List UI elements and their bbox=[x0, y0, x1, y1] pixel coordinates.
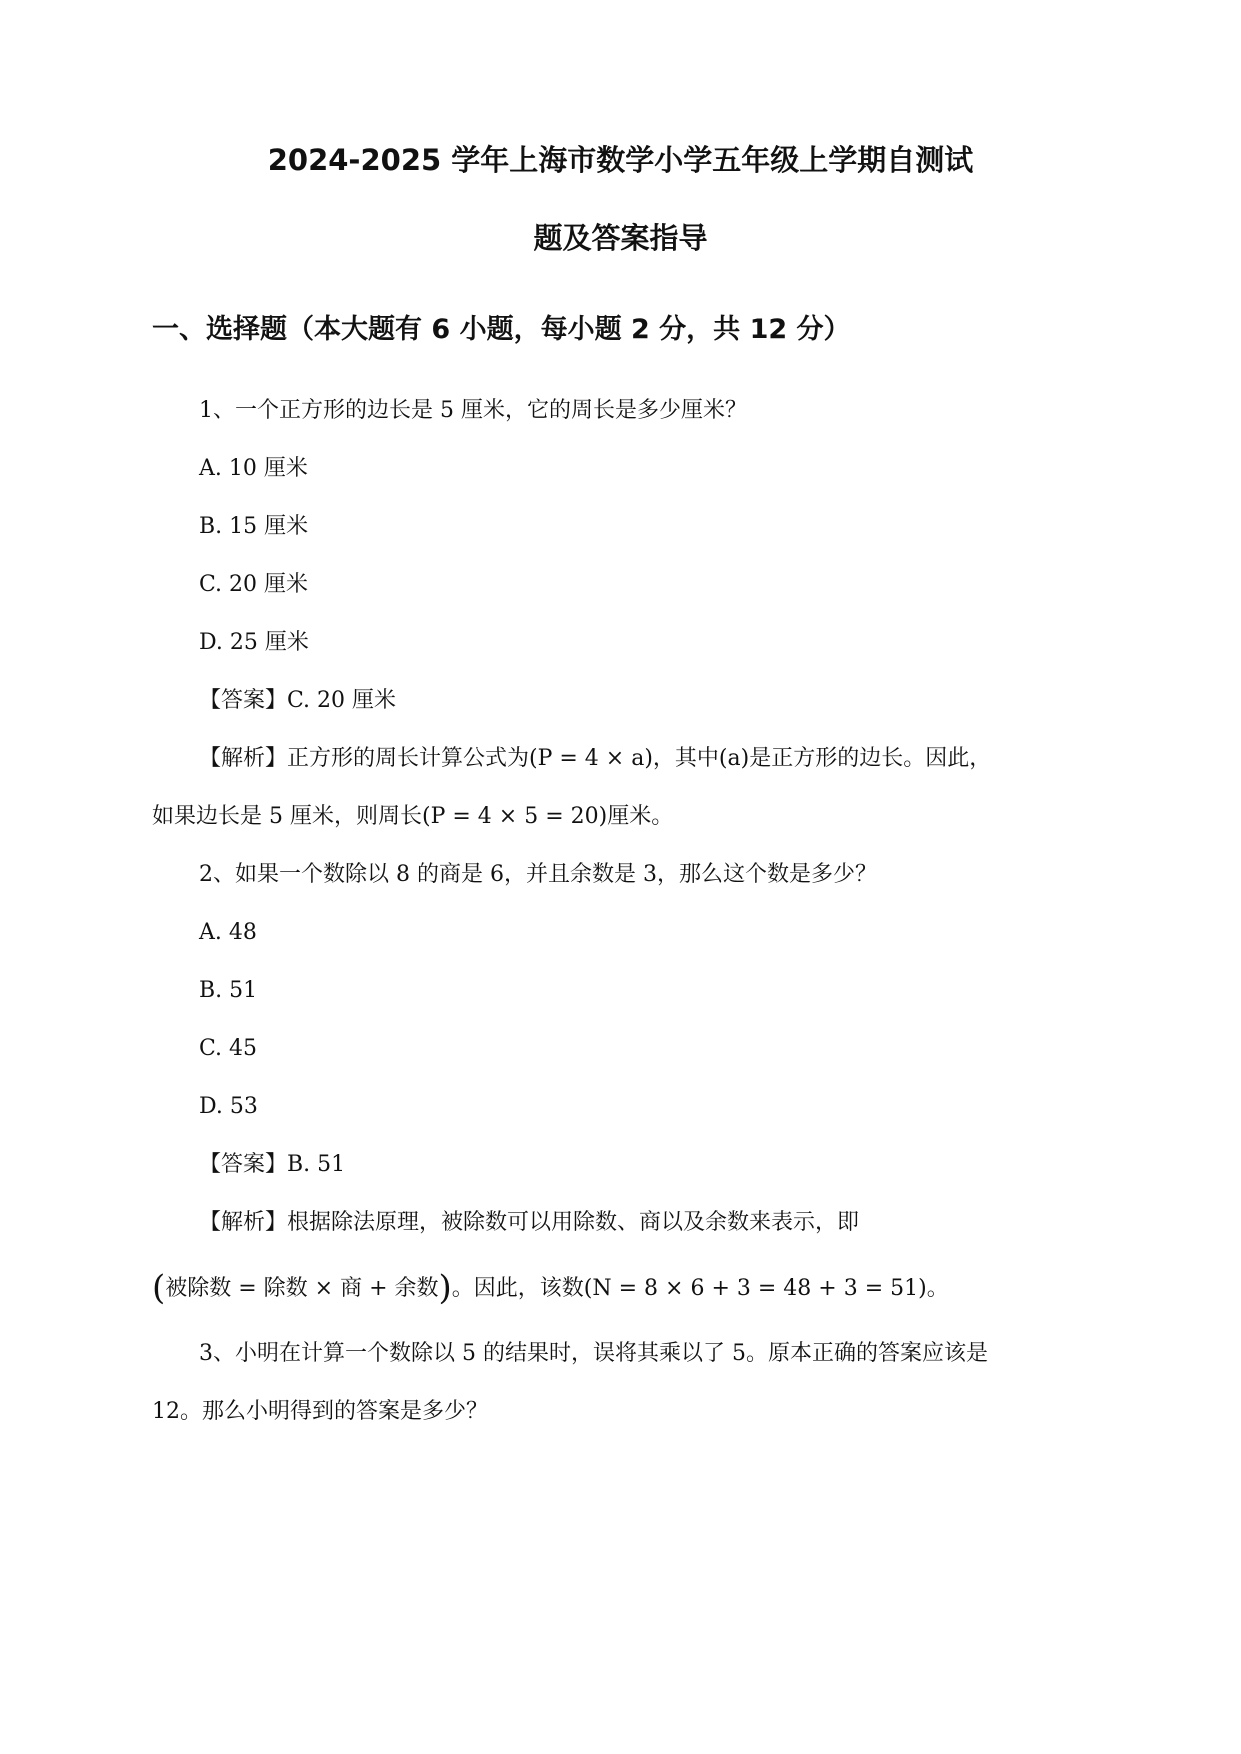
question-2-explanation-line-2 bbox=[152, 1268, 949, 1308]
question-2-option-c: C. 45 bbox=[199, 1036, 258, 1061]
question-2-stem: 2、如果一个数除以 8 的商是 6，并且余数是 3，那么这个数是多少？ bbox=[199, 862, 877, 887]
question-1-stem: 1、一个正方形的边长是 5 厘米，它的周长是多少厘米？ bbox=[199, 398, 747, 423]
formula-division-identity: 被除数 = 除数 × 商 + 余数 bbox=[165, 1276, 439, 1301]
question-3-stem-line-2: 12。那么小明得到的答案是多少？ bbox=[152, 1399, 488, 1424]
question-3-stem-line-1: 3、小明在计算一个数除以 5 的结果时，误将其乘以了 5。原本正确的答案应该是 bbox=[199, 1341, 988, 1366]
question-1-option-c: C. 20 厘米 bbox=[199, 572, 309, 597]
formula-close-paren: ) bbox=[438, 1268, 452, 1308]
question-2-option-d: D. 53 bbox=[199, 1094, 258, 1119]
document-title-line-1: 2024-2025 学年上海市数学小学五年级上学期自测试 bbox=[267, 143, 974, 177]
question-1-answer: 【答案】C. 20 厘米 bbox=[199, 688, 397, 713]
section-heading-multiple-choice: 一、选择题（本大题有 6 小题，每小题 2 分，共 12 分） bbox=[152, 314, 851, 345]
question-1-option-d: D. 25 厘米 bbox=[199, 630, 309, 655]
formula-open-paren: ( bbox=[152, 1268, 166, 1308]
question-2-explanation-line-1: 【解析】根据除法原理，被除数可以用除数、商以及余数来表示，即 bbox=[199, 1210, 860, 1235]
question-2-answer: 【答案】B. 51 bbox=[199, 1152, 346, 1177]
formula-result: 。因此，该数(N = 8 × 6 + 3 = 48 + 3 = 51)。 bbox=[451, 1276, 949, 1301]
document-title-line-2: 题及答案指导 bbox=[533, 221, 708, 255]
question-1-explanation-line-1: 【解析】正方形的周长计算公式为(P = 4 × a)，其中(a)是正方形的边长。因此， bbox=[199, 746, 992, 771]
question-2-option-b: B. 51 bbox=[199, 978, 258, 1003]
question-1-option-a: A. 10 厘米 bbox=[199, 456, 308, 481]
question-1-explanation-line-2: 如果边长是 5 厘米，则周长(P = 4 × 5 = 20)厘米。 bbox=[152, 804, 674, 829]
question-2-option-a: A. 48 bbox=[199, 920, 257, 945]
question-1-option-b: B. 15 厘米 bbox=[199, 514, 309, 539]
